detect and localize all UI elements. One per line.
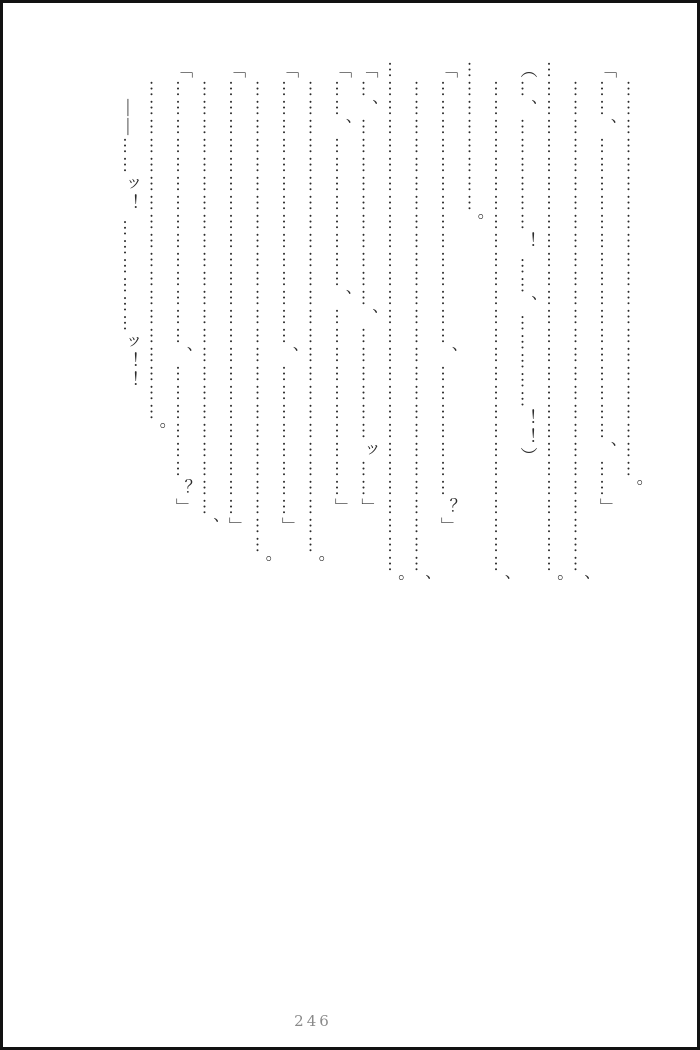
text-line: 「……………………………………、………………？」 <box>173 61 192 517</box>
text-line: ………………………………………………………。 <box>623 80 643 498</box>
text-line: ……………………………………………………………………、 <box>411 80 431 593</box>
text-line: ……………………………………………………………、 <box>199 80 219 536</box>
text-line: ……………………………………………………………………、 <box>570 80 590 593</box>
vertical-text-block <box>45 61 649 966</box>
text-line: 「……………………………………………………………」 <box>226 61 245 536</box>
text-line: 「……………………………………、…………………？」 <box>438 61 457 536</box>
text-line: …………………………………………………………………。 <box>305 80 325 574</box>
page-number: 246 <box>294 1012 332 1030</box>
text-line: （…、………………！ ……、……………！！） <box>517 61 537 467</box>
text-line: 「……………………………………、……………………」 <box>279 61 298 536</box>
text-line: ………………………………………………………………………。 <box>385 61 404 593</box>
text-line: 「…、…………………………、………………ッ……」 <box>358 61 378 517</box>
text-line: 「……、…………………………………………、……」 <box>597 61 616 517</box>
text-line: ………………………………………………………………………。 <box>544 61 563 593</box>
text-line: ――……ッ！ ………………ッ！！ <box>120 99 139 391</box>
text-line: 「……、……………………、…………………………」 <box>332 61 351 517</box>
text-line: ………………………………………………。 <box>146 80 166 441</box>
text-line: ……………………………………………………………………、 <box>491 80 510 593</box>
text-line: …………………………………………………………………。 <box>252 80 272 574</box>
page-footer <box>3 1012 700 1031</box>
text-line: ……………………。 <box>464 61 484 232</box>
